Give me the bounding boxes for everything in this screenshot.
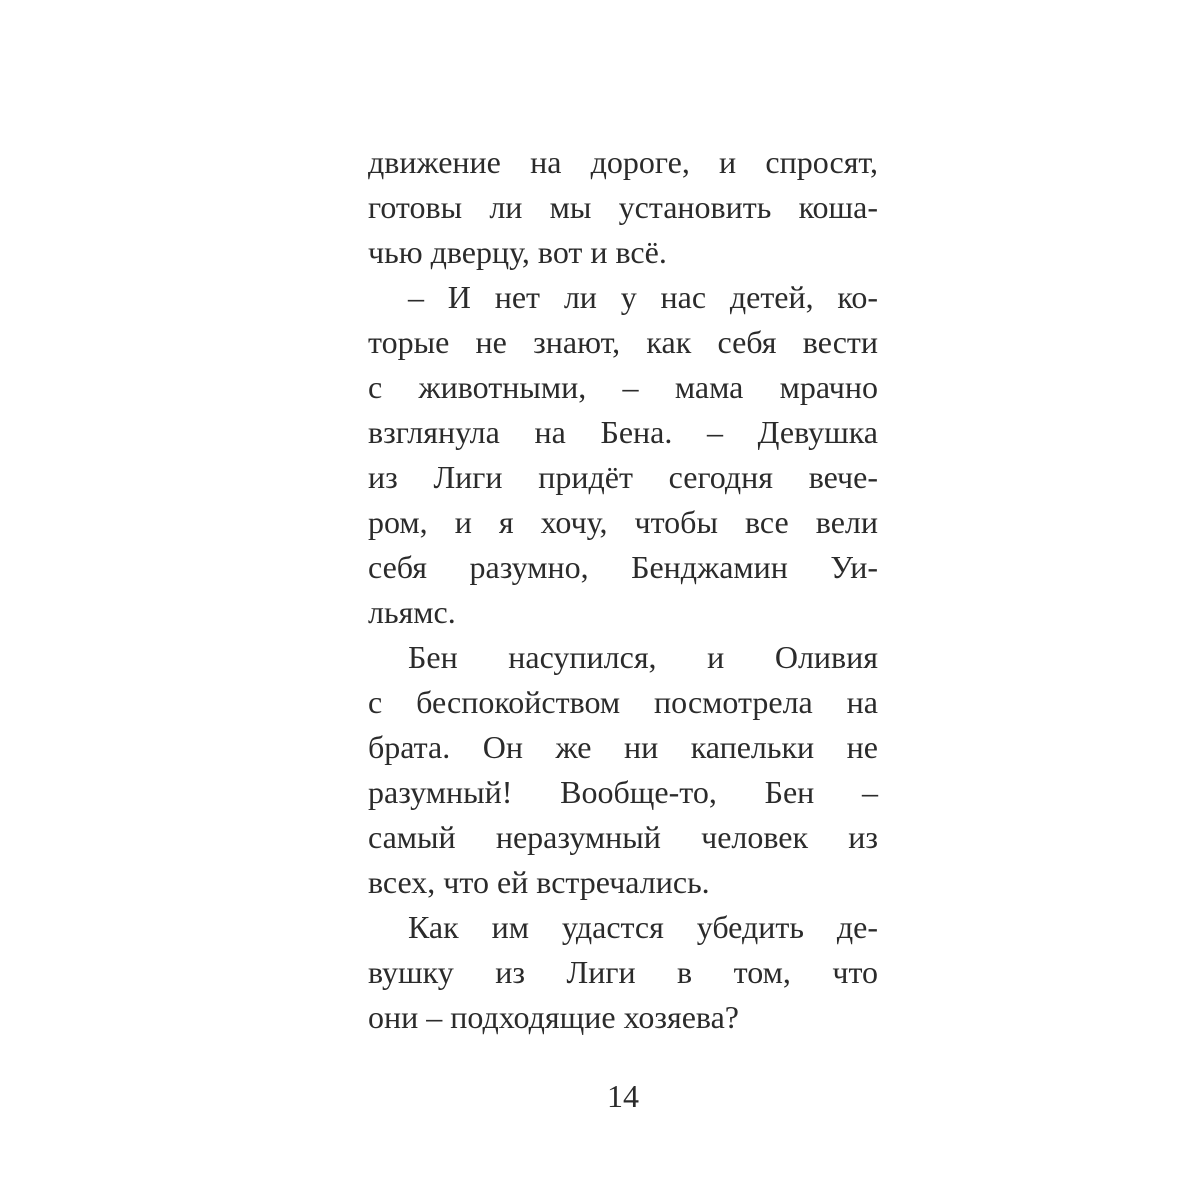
text-line: они – подходящие хозяева? xyxy=(368,999,739,1035)
text-line: готовы ли мы установить коша- xyxy=(368,189,878,225)
paragraph-2 xyxy=(368,275,878,635)
text-line: вушку из Лиги в том, что xyxy=(368,954,878,990)
text-line: разумный! Вообще-то, Бен – xyxy=(368,774,878,810)
text-line: с беспокойством посмотрела на xyxy=(368,684,878,720)
text-line: самый неразумный человек из xyxy=(368,819,878,855)
text-line: из Лиги придёт сегодня вече- xyxy=(368,459,878,495)
text-line: движение на дороге, и спросят, xyxy=(368,144,878,180)
text-line: брата. Он же ни капельки не xyxy=(368,729,878,765)
paragraph-4 xyxy=(368,905,878,1040)
body-text xyxy=(368,140,878,1040)
text-line: Бен насупился, и Оливия xyxy=(408,639,878,675)
text-line: чью дверцу, вот и всё. xyxy=(368,234,667,270)
text-line: себя разумно, Бенджамин Уи- xyxy=(368,549,878,585)
text-line: – И нет ли у нас детей, ко- xyxy=(408,279,878,315)
text-line: взглянула на Бена. – Девушка xyxy=(368,414,878,450)
page-number: 14 xyxy=(607,1078,639,1114)
text-line: льямс. xyxy=(368,594,456,630)
text-line: Как им удастся убедить де- xyxy=(408,909,878,945)
paragraph-3 xyxy=(368,635,878,905)
text-line: всех, что ей встречались. xyxy=(368,864,710,900)
text-line: с животными, – мама мрачно xyxy=(368,369,878,405)
paragraph-1 xyxy=(368,140,878,275)
text-line: торые не знают, как себя вести xyxy=(368,324,878,360)
text-line: ром, и я хочу, чтобы все вели xyxy=(368,504,878,540)
